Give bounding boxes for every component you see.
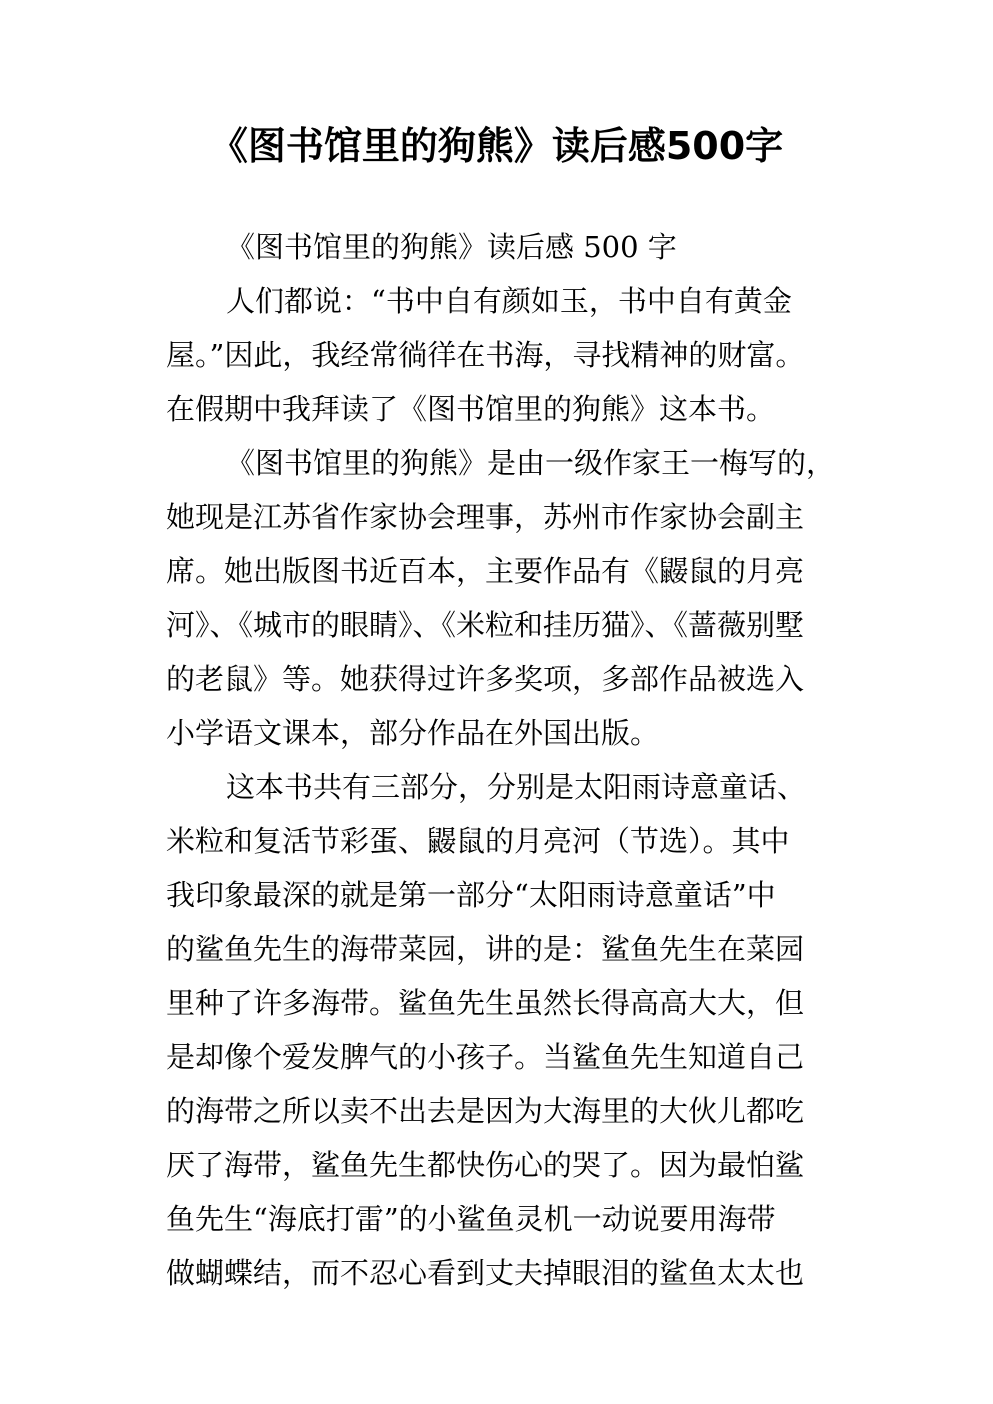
paragraph-3-line-10: 做蝴蝶结，而不忍心看到丈夫掉眼泪的鲨鱼太太也: [166, 1256, 805, 1290]
document-body: [166, 220, 846, 1300]
document-title: 《图书馆里的狗熊》读后感500字: [209, 124, 784, 168]
paragraph-3-line-3: 我印象最深的就是第一部分“太阳雨诗意童话”中: [166, 878, 776, 912]
paragraph-2-line-3: 席。她出版图书近百本，主要作品有《鼹鼠的月亮: [166, 554, 805, 588]
paragraph-3-line-7: 的海带之所以卖不出去是因为大海里的大伙儿都吃: [166, 1094, 805, 1128]
paragraph-3-line-2: 米粒和复活节彩蛋、鼹鼠的月亮河（节选）。其中: [166, 824, 790, 858]
paragraph-1-line-2: 屋。”因此，我经常徜徉在书海，寻找精神的财富。: [166, 338, 805, 372]
paragraph-2-line-1: 《图书馆里的狗熊》是由一级作家王一梅写的，: [226, 446, 836, 480]
paragraph-2-line-5: 的老鼠》等。她获得过许多奖项，多部作品被选入: [166, 662, 805, 696]
paragraph-1-line-3: 在假期中我拜读了《图书馆里的狗熊》这本书。: [166, 392, 776, 426]
paragraph-3-line-6: 是却像个爱发脾气的小孩子。当鲨鱼先生知道自己: [166, 1040, 805, 1074]
paragraph-3-line-1: 这本书共有三部分，分别是太阳雨诗意童话、: [226, 770, 807, 804]
subtitle-line: 《图书馆里的狗熊》读后感 500 字: [226, 230, 677, 264]
paragraph-3-line-5: 里种了许多海带。鲨鱼先生虽然长得高高大大，但: [166, 986, 805, 1020]
paragraph-2-line-4: 河》、《城市的眼睛》、《米粒和挂历猫》、《蔷薇别墅: [166, 608, 805, 642]
paragraph-2-line-2: 她现是江苏省作家协会理事，苏州市作家协会副主: [166, 500, 805, 534]
paragraph-3-line-4: 的鲨鱼先生的海带菜园，讲的是：鲨鱼先生在菜园: [166, 932, 805, 966]
paragraph-3-line-8: 厌了海带，鲨鱼先生都快伤心的哭了。因为最怕鲨: [166, 1148, 805, 1182]
paragraph-3-line-9: 鱼先生“海底打雷”的小鲨鱼灵机一动说要用海带: [166, 1202, 776, 1236]
paragraph-1-line-1: 人们都说：“书中自有颜如玉，书中自有黄金: [226, 284, 792, 318]
paragraph-2-line-6: 小学语文课本，部分作品在外国出版。: [166, 716, 660, 750]
